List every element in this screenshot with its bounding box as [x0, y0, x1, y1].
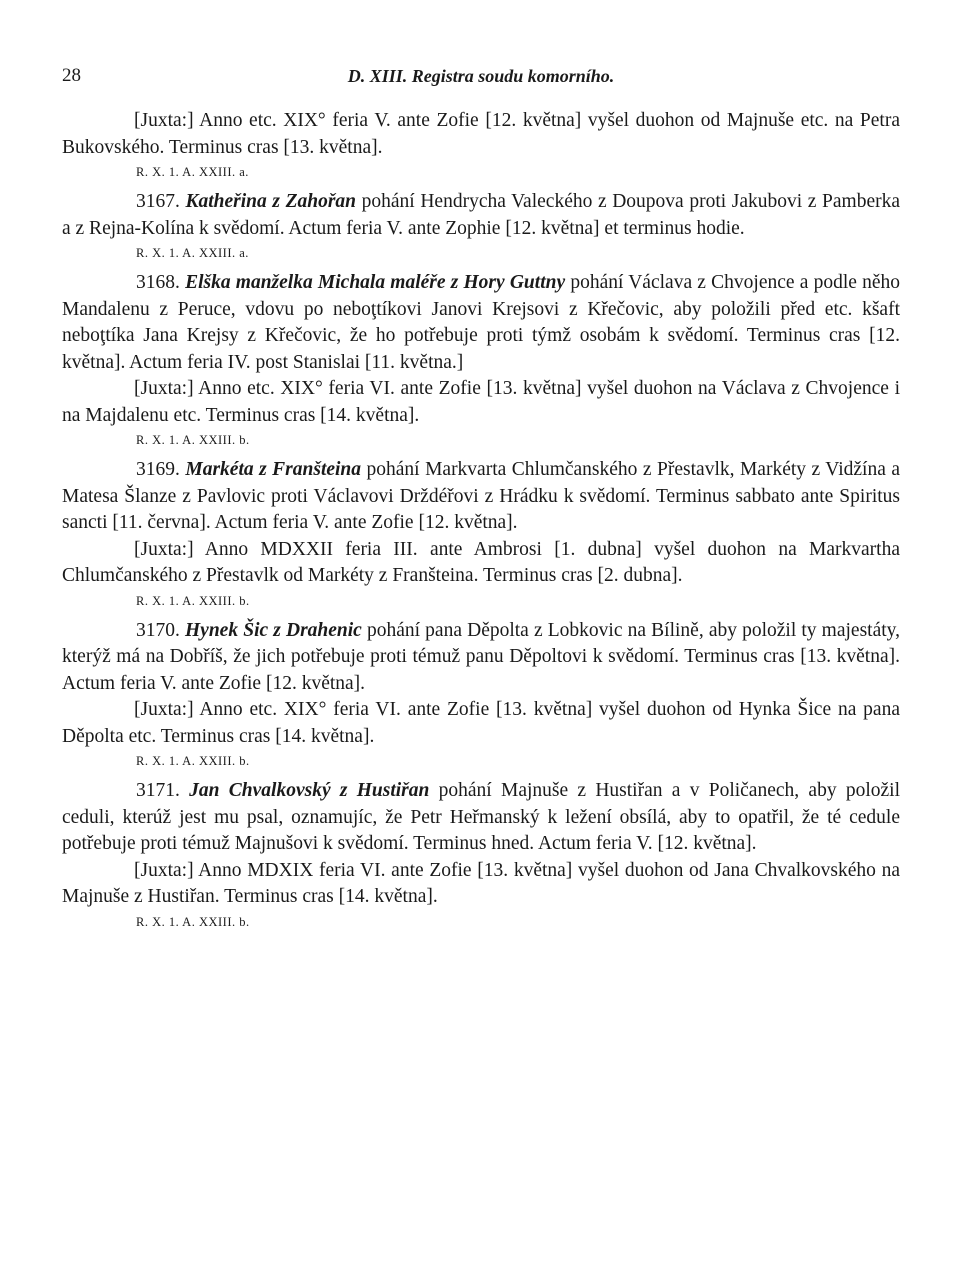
entry-3170 [62, 618, 900, 773]
entry-plaintiff: Katheřina z Zahořan [185, 191, 357, 212]
juxta-note: [Juxta:] Anno etc. XIX° feria VI. ante Zofie [13. května] vyšel duohon na Václava z Chvojence i na Majdalenu etc. Terminus cras [14. května]. [62, 378, 900, 426]
shelfmark: R. X. 1. A. XXIII. b. [136, 433, 250, 447]
entry-paragraph [62, 778, 900, 858]
entry-paragraph [62, 270, 900, 376]
entry-text: pohání pana Děpolta z Lobkovic na Bílině, aby položil ty majestáty, kterýž má na Dobříš, že jich potřebuje proti témuž panu Děpoltovi k svědomí. Terminus cras [13. května]. Actum feria V. ante Zofie [12. května]. [62, 619, 901, 694]
juxta-note: [Juxta:] Anno MDXIX feria VI. ante Zofie [13. května] vyšel duohon od Jana Chvalkovského na Majnuše z Hustiřan. Terminus cras [14. května]. [62, 859, 900, 907]
entry-text: pohání Markvarta Chlumčanského z Přestavlk, Markéty z Vidžína a Matesa Šlanze z Pavlovic proti Václavovi Drždéřovi z Hrádku k svědomí. Terminus sabbato ante Spiritus sancti [11. června]. Actum feria V. ante Zofie [12. května]. [62, 459, 900, 533]
entry-continuation [62, 108, 900, 183]
entry-3167 [62, 189, 900, 264]
entry-paragraph [62, 189, 900, 242]
entry-text: pohání Václava z Chvojence a podle něho Mandalenu z Peruce, vdovu po neboţtíkovi Janovi Krejsovi z Křečovic, aby položili před etc. kšaft neboţtíka Jana Krejsy z Křečovic, že ho potřebuje proti týmž osobám k svědomí. Terminus cras [12. května]. Actum feria IV. post Stanislai [11. května.] [62, 272, 901, 373]
entry-3168 [62, 270, 900, 451]
entry-paragraph [62, 457, 900, 537]
entry-number: 3167. [136, 191, 180, 212]
juxta-note: [Juxta:] Anno etc. XIX° feria VI. ante Zofie [13. května] vyšel duohon od Hynka Šice na pana Děpolta etc. Terminus cras [14. května]. [62, 699, 900, 747]
page-number: 28 [62, 65, 81, 86]
shelfmark: R. X. 1. A. XXIII. b. [136, 593, 250, 608]
entry-plaintiff: Jan Chvalkovský z Hustiřan [189, 780, 430, 801]
shelfmark: R. X. 1. A. XXIII. b. [136, 914, 250, 929]
shelfmark: R. X. 1. A. XXIII. b. [136, 754, 250, 768]
juxta-note: [Juxta:] Anno etc. XIX° feria V. ante Zofie [12. května] vyšel duohon od Majnuše etc. na Petra Bukovského. Terminus cras [13. května]. [62, 110, 900, 158]
entry-number: 3169. [136, 459, 180, 480]
entry-plaintiff: Hynek Šic z Drahenic [185, 619, 362, 641]
shelfmark: R. X. 1. A. XXIII. a. [136, 165, 249, 179]
document-body [62, 108, 900, 939]
entry-plaintiff: Elška manželka Michala maléře z Hory Guttny [185, 272, 566, 293]
entry-3171 [62, 778, 900, 933]
entry-number: 3170. [136, 619, 180, 641]
entry-text: pohání Majnuše z Hustiřan a v Poličanech, aby položil ceduli, kterúž jest mu psal, oznamujíc, že Petr Heřmanský k ležení obsílá, aby to opatřil, že té cedule potřebuje proti témuž Majnušovi k svědomí. Terminus hned. Actum feria V. [12. května]. [62, 780, 901, 854]
shelfmark: R. X. 1. A. XXIII. a. [136, 246, 249, 260]
entry-number: 3168. [136, 272, 180, 293]
juxta-note: [Juxta:] Anno MDXXII feria III. ante Ambrosi [1. dubna] vyšel duohon na Markvartha Chlumčanského z Přestavlk od Markéty z Franšteina. Terminus cras [2. dubna]. [62, 538, 900, 586]
entry-number: 3171. [136, 780, 180, 801]
running-head [62, 62, 900, 90]
entry-plaintiff: Markéta z Franšteina [185, 459, 362, 480]
entry-text: pohání Hendrycha Valeckého z Doupova proti Jakubovi z Pamberka a z Rejna-Kolína k svědomí. Actum feria V. ante Zophie [12. května] et terminus hodie. [62, 191, 901, 239]
running-title: D. XIII. Registra soudu komorního. [347, 66, 615, 86]
entry-3169 [62, 457, 900, 612]
entry-paragraph [62, 618, 900, 698]
